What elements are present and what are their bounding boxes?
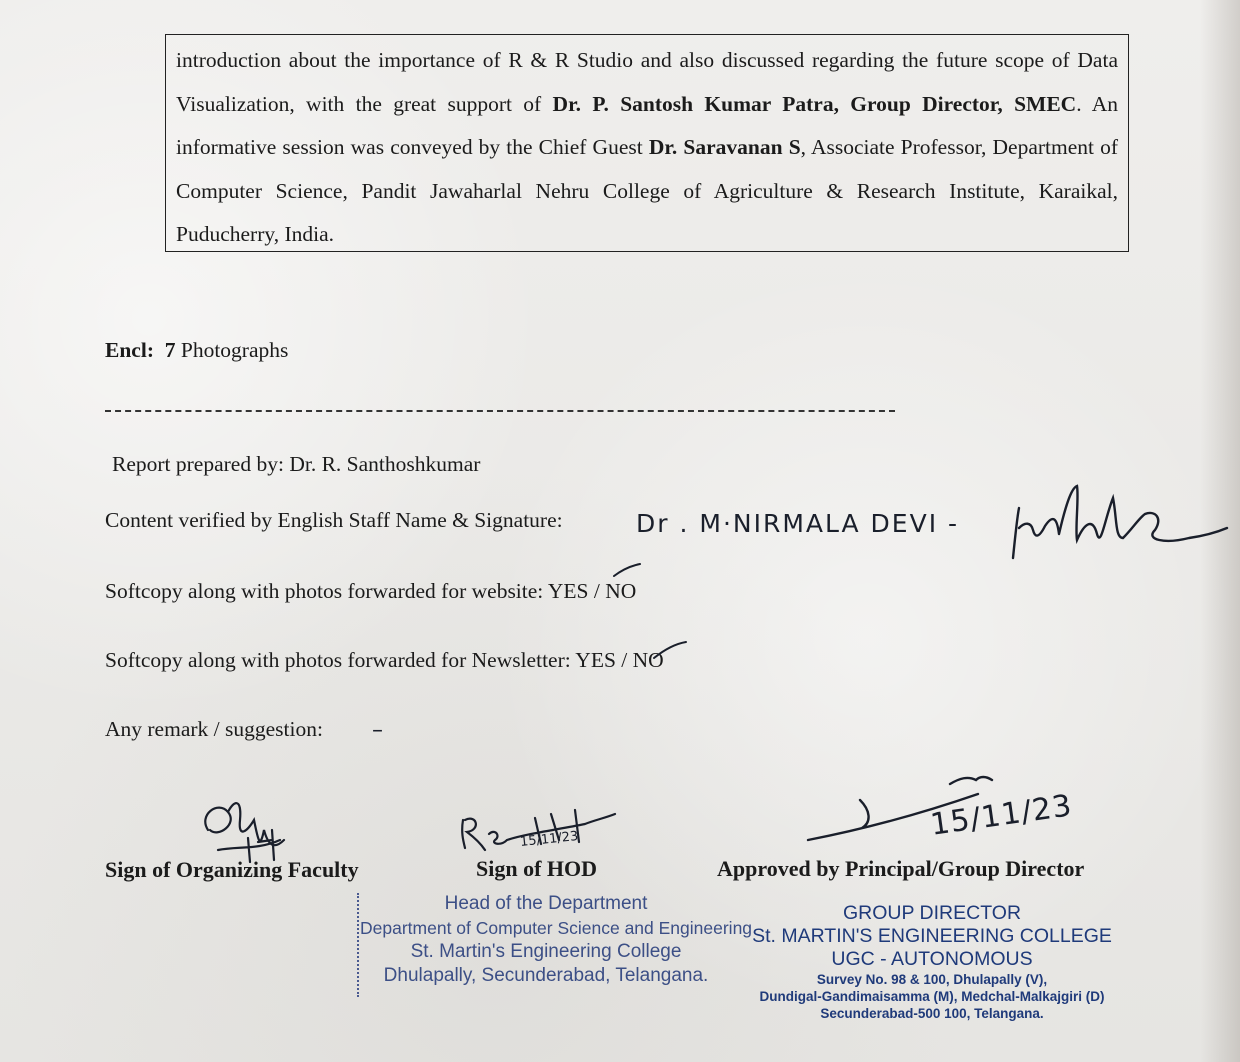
remark-line: Any remark / suggestion: — [105, 717, 323, 741]
summary-box — [165, 34, 1129, 252]
english-staff-handwritten-name: Dr . M·NIRMALA DEVI - — [636, 509, 960, 538]
summary-paragraph: introduction about the importance of R & R Studio and also discussed regarding the future scope of Data Visualization, with the great support of Dr. P. Santosh Kumar Patra, Group Director, SMEC. An informative session was conveyed by the Chief Guest Dr. Saravanan S, Associate Professor, Department of Computer Science, Pandit Jawaharlal Nehru College of Agriculture & Research Institute, Karaikal, Puducherry, India. — [176, 48, 1119, 246]
newsletter-yes-tick — [652, 640, 688, 662]
website-forward-line: Softcopy along with photos forwarded for website: YES / NO — [105, 579, 637, 603]
group-director-stamp: GROUP DIRECTOR St. MARTIN'S ENGINEERING COLLEGE UGC - AUTONOMOUS Survey No. 98 & 100, Dhulapally (V), Dundigal-Gandimaisamma (M), Medchal-Malkajgiri (D) Secunderabad-500 100, Telangana. — [752, 902, 1112, 1021]
content-verified-line: Content verified by English Staff Name & Signature: — [105, 508, 563, 532]
sign-hod-label: Sign of HOD — [476, 856, 598, 881]
chief-guest-name: Dr. Saravanan S — [648, 135, 801, 159]
approved-principal-label: Approved by Principal/Group Director — [717, 856, 1085, 881]
encl-text: Photographs — [180, 338, 289, 362]
encl-count: 7 — [164, 338, 176, 362]
newsletter-forward-line: Softcopy along with photos forwarded for Newsletter: YES / NO — [105, 648, 664, 672]
hod-date: 15/11/23 — [519, 828, 580, 851]
dashed-divider — [105, 410, 895, 412]
encl-label: Encl: — [105, 338, 154, 362]
hod-stamp: Head of the Department Department of Computer Science and Engineering St. Martin's Engineering College Dhulapally, Secunderabad, Telangana. — [360, 893, 753, 986]
remark-value: – — [372, 718, 385, 743]
hod-stamp-border — [357, 893, 359, 997]
prepared-by-name: Dr. R. Santhoshkumar — [289, 452, 481, 476]
sign-faculty-label: Sign of Organizing Faculty — [105, 857, 359, 882]
group-director-name: Dr. P. Santosh Kumar Patra, Group Director, SMEC — [552, 91, 1077, 116]
enclosure-line — [105, 338, 288, 363]
report-prepared-line: Report prepared by: Dr. R. Santhoshkumar — [112, 452, 481, 476]
english-staff-signature — [1005, 478, 1235, 573]
principal-date: 15/11/23 — [928, 788, 1075, 843]
website-yes-tick — [612, 562, 642, 582]
